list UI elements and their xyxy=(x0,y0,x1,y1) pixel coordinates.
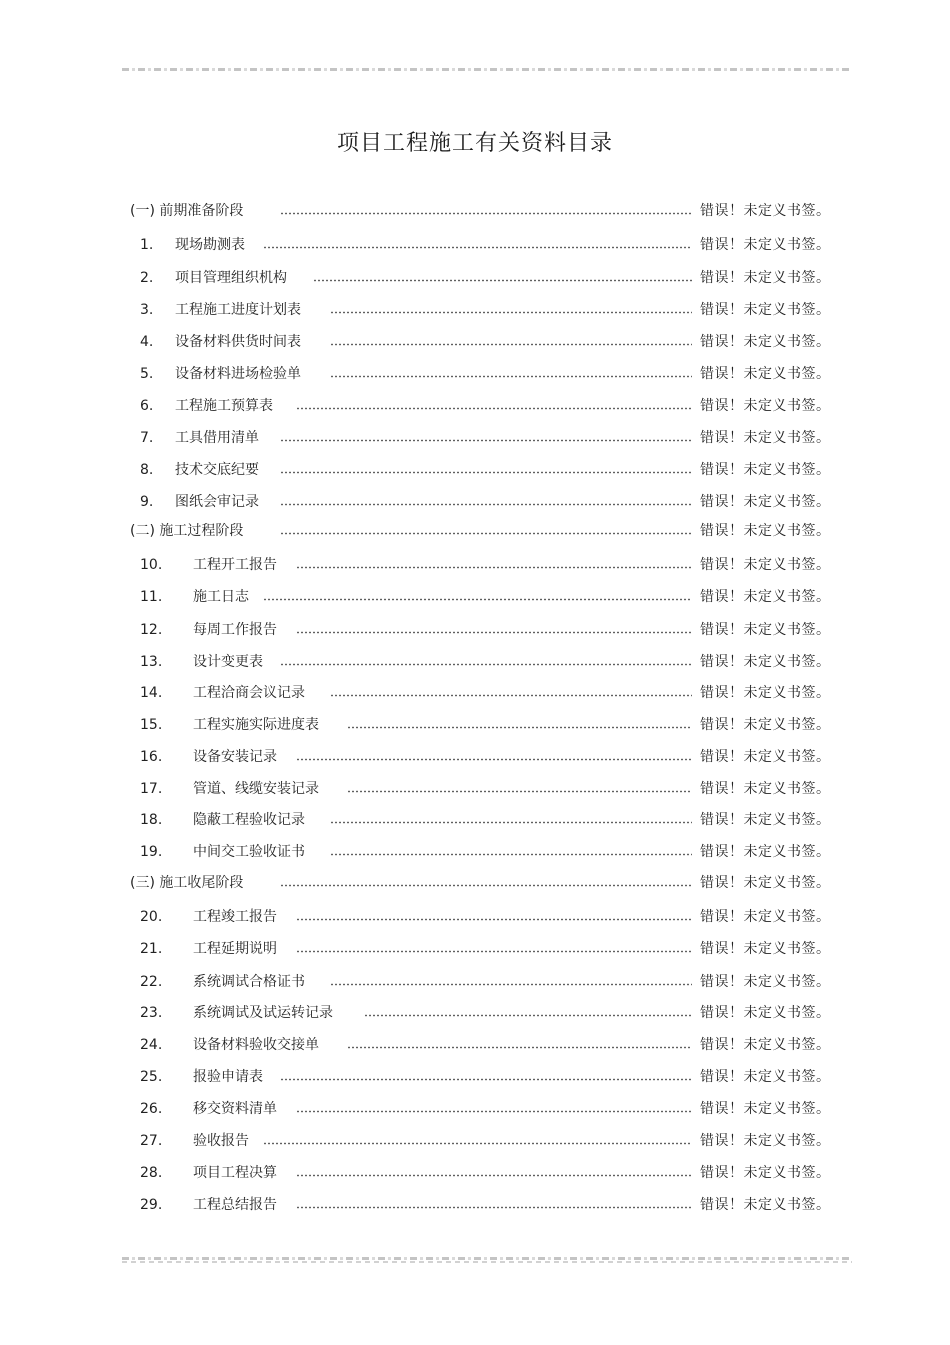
toc-entry-label: 中间交工验收证书 xyxy=(193,844,305,860)
dot-leader xyxy=(280,212,692,215)
dot-leader xyxy=(330,821,692,824)
toc-entry-label: 项目工程决算 xyxy=(193,1165,277,1181)
toc-entry-number: 20. xyxy=(140,909,163,925)
dot-leader xyxy=(347,1046,692,1049)
page-reference-error: 错误！未定义书签。 xyxy=(700,812,831,828)
dot-leader xyxy=(280,884,692,887)
dot-leader xyxy=(296,950,692,953)
page-reference-error: 错误！未定义书签。 xyxy=(700,1165,831,1181)
toc-entry-row[interactable] xyxy=(0,459,950,481)
toc-entry-row[interactable] xyxy=(0,363,950,385)
dot-leader xyxy=(296,566,692,569)
footer-rule xyxy=(122,1257,852,1260)
dot-leader xyxy=(296,1206,692,1209)
dot-leader xyxy=(364,1014,692,1017)
dot-leader xyxy=(280,503,692,506)
toc-entry-label: 工程竣工报告 xyxy=(193,909,277,925)
toc-entry-number: 27. xyxy=(140,1133,163,1149)
toc-entry-row[interactable] xyxy=(0,234,950,256)
toc-section-row[interactable] xyxy=(0,872,950,894)
toc-entry-label: 工程施工预算表 xyxy=(175,398,273,414)
page-reference-error: 错误！未定义书签。 xyxy=(700,398,831,414)
toc-entry-label: 报验申请表 xyxy=(193,1069,263,1085)
page-reference-error: 错误！未定义书签。 xyxy=(700,941,831,957)
toc-entry-label: 设备安装记录 xyxy=(193,749,277,765)
toc-entry-number: 21. xyxy=(140,941,163,957)
toc-entry-label: 技术交底纪要 xyxy=(175,462,259,478)
toc-entry-label: 移交资料清单 xyxy=(193,1101,277,1117)
toc-entry-label: 隐蔽工程验收记录 xyxy=(193,812,305,828)
toc-entry-label: 项目管理组织机构 xyxy=(175,270,287,286)
toc-entry-row[interactable] xyxy=(0,299,950,321)
toc-entry-number: 13. xyxy=(140,654,163,670)
page-reference-error: 错误！未定义书签。 xyxy=(700,974,831,990)
dot-leader xyxy=(263,1142,692,1145)
dot-leader xyxy=(296,1174,692,1177)
toc-section-label: (二) 施工过程阶段 xyxy=(130,523,244,539)
toc-entry-number: 9. xyxy=(140,494,154,510)
toc-entry-row[interactable] xyxy=(0,1162,950,1184)
toc-entry-row[interactable] xyxy=(0,267,950,289)
dot-leader xyxy=(330,343,692,346)
toc-entry-label: 工程实施实际进度表 xyxy=(193,717,319,733)
page-reference-error: 错误！未定义书签。 xyxy=(700,1133,831,1149)
page-reference-error: 错误！未定义书签。 xyxy=(700,844,831,860)
page-reference-error: 错误！未定义书签。 xyxy=(700,781,831,797)
page-reference-error: 错误！未定义书签。 xyxy=(700,1197,831,1213)
toc-entry-label: 每周工作报告 xyxy=(193,622,277,638)
toc-entry-number: 7. xyxy=(140,430,154,446)
page-reference-error: 错误！未定义书签。 xyxy=(700,270,831,286)
page-reference-error: 错误！未定义书签。 xyxy=(700,366,831,382)
toc-entry-row[interactable] xyxy=(0,427,950,449)
dot-leader xyxy=(296,407,692,410)
dot-leader xyxy=(330,983,692,986)
toc-entry-label: 图纸会审记录 xyxy=(175,494,259,510)
toc-entry-number: 15. xyxy=(140,717,163,733)
toc-entry-row[interactable] xyxy=(0,971,950,993)
dot-leader xyxy=(280,532,692,535)
page-reference-error: 错误！未定义书签。 xyxy=(700,1101,831,1117)
toc-entry-row[interactable] xyxy=(0,841,950,863)
toc-entry-number: 19. xyxy=(140,844,163,860)
toc-entry-number: 25. xyxy=(140,1069,163,1085)
toc-entry-number: 29. xyxy=(140,1197,163,1213)
toc-entry-number: 22. xyxy=(140,974,163,990)
toc-entry-label: 系统调试合格证书 xyxy=(193,974,305,990)
page-reference-error: 错误！未定义书签。 xyxy=(700,589,831,605)
page-reference-error: 错误！未定义书签。 xyxy=(700,523,831,539)
toc-entry-label: 工程洽商会议记录 xyxy=(193,685,305,701)
dot-leader xyxy=(330,311,692,314)
dot-leader xyxy=(330,694,692,697)
toc-entry-number: 12. xyxy=(140,622,163,638)
toc-entry-number: 23. xyxy=(140,1005,163,1021)
page-reference-error: 错误！未定义书签。 xyxy=(700,462,831,478)
toc-entry-row[interactable] xyxy=(0,395,950,417)
toc-entry-number: 16. xyxy=(140,749,163,765)
toc-entry-number: 17. xyxy=(140,781,163,797)
toc-section-label: (三) 施工收尾阶段 xyxy=(130,875,244,891)
toc-entry-label: 工程开工报告 xyxy=(193,557,277,573)
dot-leader xyxy=(330,853,692,856)
toc-entry-row[interactable] xyxy=(0,1130,950,1152)
toc-entry-row[interactable] xyxy=(0,778,950,800)
toc-entry-number: 28. xyxy=(140,1165,163,1181)
dot-leader xyxy=(347,726,692,729)
page-reference-error: 错误！未定义书签。 xyxy=(700,654,831,670)
toc-entry-label: 验收报告 xyxy=(193,1133,249,1149)
toc-entry-row[interactable] xyxy=(0,1002,950,1024)
toc-entry-row[interactable] xyxy=(0,491,950,513)
toc-entry-label: 工程延期说明 xyxy=(193,941,277,957)
toc-entry-label: 现场勘测表 xyxy=(175,237,245,253)
page-reference-error: 错误！未定义书签。 xyxy=(700,685,831,701)
dot-leader xyxy=(296,631,692,634)
toc-entry-label: 设备材料供货时间表 xyxy=(175,334,301,350)
toc-entry-row[interactable] xyxy=(0,619,950,641)
toc-entry-number: 11. xyxy=(140,589,163,605)
dot-leader xyxy=(280,471,692,474)
page-reference-error: 错误！未定义书签。 xyxy=(700,430,831,446)
toc-entry-number: 24. xyxy=(140,1037,163,1053)
toc-section-row[interactable] xyxy=(0,200,950,222)
page-reference-error: 错误！未定义书签。 xyxy=(700,334,831,350)
dot-leader xyxy=(296,758,692,761)
toc-entry-number: 4. xyxy=(140,334,154,350)
toc-entry-label: 系统调试及试运转记录 xyxy=(193,1005,333,1021)
page-reference-error: 错误！未定义书签。 xyxy=(700,909,831,925)
toc-entry-number: 2. xyxy=(140,270,154,286)
dot-leader xyxy=(263,598,692,601)
toc-entry-number: 18. xyxy=(140,812,163,828)
toc-entry-row[interactable] xyxy=(0,809,950,831)
toc-entry-row[interactable] xyxy=(0,746,950,768)
toc-entry-label: 设备材料验收交接单 xyxy=(193,1037,319,1053)
dot-leader xyxy=(263,246,692,249)
toc-entry-row[interactable] xyxy=(0,651,950,673)
page-reference-error: 错误！未定义书签。 xyxy=(700,237,831,253)
dot-leader xyxy=(296,918,692,921)
page-reference-error: 错误！未定义书签。 xyxy=(700,1005,831,1021)
toc-section-label: (一) 前期准备阶段 xyxy=(130,203,244,219)
toc-entry-number: 6. xyxy=(140,398,154,414)
toc-entry-number: 14. xyxy=(140,685,163,701)
toc-entry-row[interactable] xyxy=(0,554,950,576)
dot-leader xyxy=(330,375,692,378)
toc-entry-label: 工具借用清单 xyxy=(175,430,259,446)
toc-entry-number: 3. xyxy=(140,302,154,318)
toc-entry-label: 管道、线缆安装记录 xyxy=(193,781,319,797)
toc-entry-row[interactable] xyxy=(0,586,950,608)
page-reference-error: 错误！未定义书签。 xyxy=(700,557,831,573)
toc-entry-row[interactable] xyxy=(0,1194,950,1216)
toc-entry-label: 设计变更表 xyxy=(193,654,263,670)
toc-entry-row[interactable] xyxy=(0,1066,950,1088)
toc-section-row[interactable] xyxy=(0,520,950,542)
page-reference-error: 错误！未定义书签。 xyxy=(700,1069,831,1085)
toc-entry-number: 5. xyxy=(140,366,154,382)
toc-entry-number: 26. xyxy=(140,1101,163,1117)
toc-entry-label: 工程总结报告 xyxy=(193,1197,277,1213)
toc-entry-number: 1. xyxy=(140,237,154,253)
toc-entry-row[interactable] xyxy=(0,682,950,704)
dot-leader xyxy=(347,790,692,793)
toc-entry-number: 8. xyxy=(140,462,154,478)
toc-entry-number: 10. xyxy=(140,557,163,573)
toc-entry-row[interactable] xyxy=(0,906,950,928)
page-reference-error: 错误！未定义书签。 xyxy=(700,203,831,219)
toc-entry-row[interactable] xyxy=(0,1098,950,1120)
page-reference-error: 错误！未定义书签。 xyxy=(700,1037,831,1053)
page-reference-error: 错误！未定义书签。 xyxy=(700,717,831,733)
toc-entry-label: 工程施工进度计划表 xyxy=(175,302,301,318)
toc-entry-label: 设备材料进场检验单 xyxy=(175,366,301,382)
toc-entry-row[interactable] xyxy=(0,331,950,353)
page-reference-error: 错误！未定义书签。 xyxy=(700,494,831,510)
dot-leader xyxy=(313,279,692,282)
toc-entry-row[interactable] xyxy=(0,938,950,960)
dot-leader xyxy=(280,439,692,442)
dot-leader xyxy=(280,1078,692,1081)
dot-leader xyxy=(280,663,692,666)
page-reference-error: 错误！未定义书签。 xyxy=(700,622,831,638)
document-title: 项目工程施工有关资料目录 xyxy=(336,131,613,156)
toc-entry-row[interactable] xyxy=(0,714,950,736)
toc-entry-label: 施工日志 xyxy=(193,589,249,605)
page-reference-error: 错误！未定义书签。 xyxy=(700,302,831,318)
page-reference-error: 错误！未定义书签。 xyxy=(700,749,831,765)
page-reference-error: 错误！未定义书签。 xyxy=(700,875,831,891)
dot-leader xyxy=(296,1110,692,1113)
toc-entry-row[interactable] xyxy=(0,1034,950,1056)
